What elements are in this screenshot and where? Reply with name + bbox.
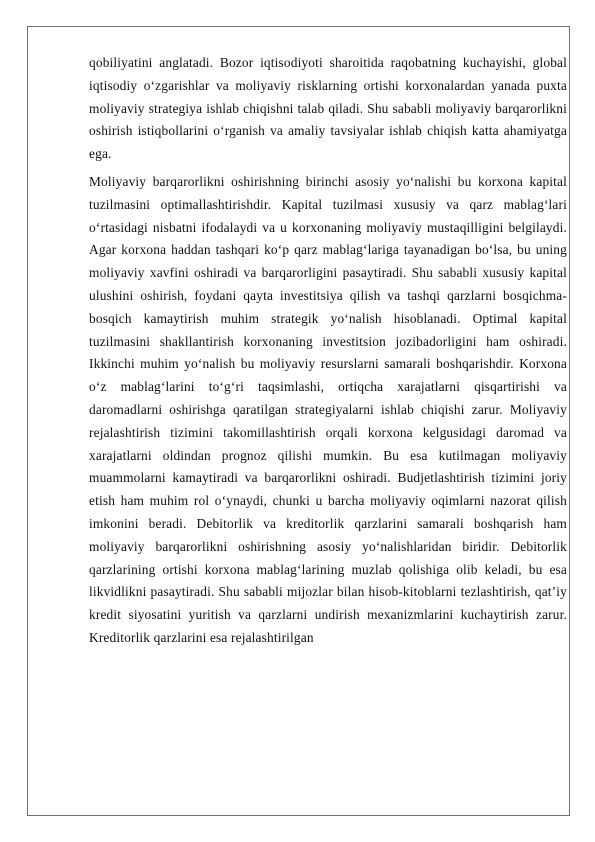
document-body bbox=[89, 52, 567, 650]
paragraph-financial-stability: Moliyaviy barqarorlikni oshirishning birinchi asosiy yo‘nalishi bu korxona kapital tuzilmasini optimallashtirishdir. Kapital tuzilmasi xususiy va qarz mablag‘lari o‘rtasidagi nisbatni ifodalaydi va u korxonaning moliyaviy mustaqilligini belgilaydi. Agar korxona haddan tashqari ko‘p qarz mablag‘lariga tayanadigan bo‘lsa, bu uning moliyaviy xavfini oshiradi va barqarorligini pasaytiradi. Shu sababli xususiy kapital ulushini oshirish, foydani qayta investitsiya qilish va tashqi qarzlarni bosqichma-bosqich kamaytirish muhim strategik yo‘nalish hisoblanadi. Optimal kapital tuzilmasini shakllantirish korxonaning investitsion jozibadorligini ham oshiradi. Ikkinchi muhim yo‘nalish bu moliyaviy resurslarni samarali boshqarishdir. Korxona o‘z mablag‘larini to‘g‘ri taqsimlashi, ortiqcha xarajatlarni qisqartirishi va daromadlarni oshirishga qaratilgan strategiyalarni ishlab chiqishi zarur. Moliyaviy rejalashtirish tizimini takomillashtirish orqali korxona kelgusidagi daromad va xarajatlarni oldindan prognoz qilishi mumkin. Bu esa kutilmagan moliyaviy muammolarni kamaytiradi va barqarorlikni oshiradi. Budjetlashtirish tizimini joriy etish ham muhim rol o‘ynaydi, chunki u barcha moliyaviy oqimlarni nazorat qilish imkonini beradi. Debitorlik va kreditorlik qarzlarini samarali boshqarish ham moliyaviy barqarorlikni oshirishning asosiy yo‘nalishlaridan biridir. Debitorlik qarzlarining ortishi korxona mablag‘larining muzlab qolishiga olib keladi, bu esa likvidlikni pasaytiradi. Shu sababli mijozlar bilan hisob-kitoblarni tezlashtirish, qat’iy kredit siyosatini yuritish va qarzlarni undirish mexanizmlarini kuchaytirish zarur. Kreditorlik qarzlarini esa rejalashtirilgan bbox=[89, 173, 567, 645]
paragraph-intro-continuation: qobiliyatini anglatadi. Bozor iqtisodiyoti sharoitida raqobatning kuchayishi, global iqtisodiy o‘zgarishlar va moliyaviy risklarning ortishi korxonalardan yanada puxta moliyaviy strategiya ishlab chiqishni talab qiladi. Shu sababli moliyaviy barqarorlikni oshirish istiqbollarini o‘rganish va amaliy tavsiyalar ishlab chiqish katta ahamiyatga ega. bbox=[89, 55, 567, 162]
